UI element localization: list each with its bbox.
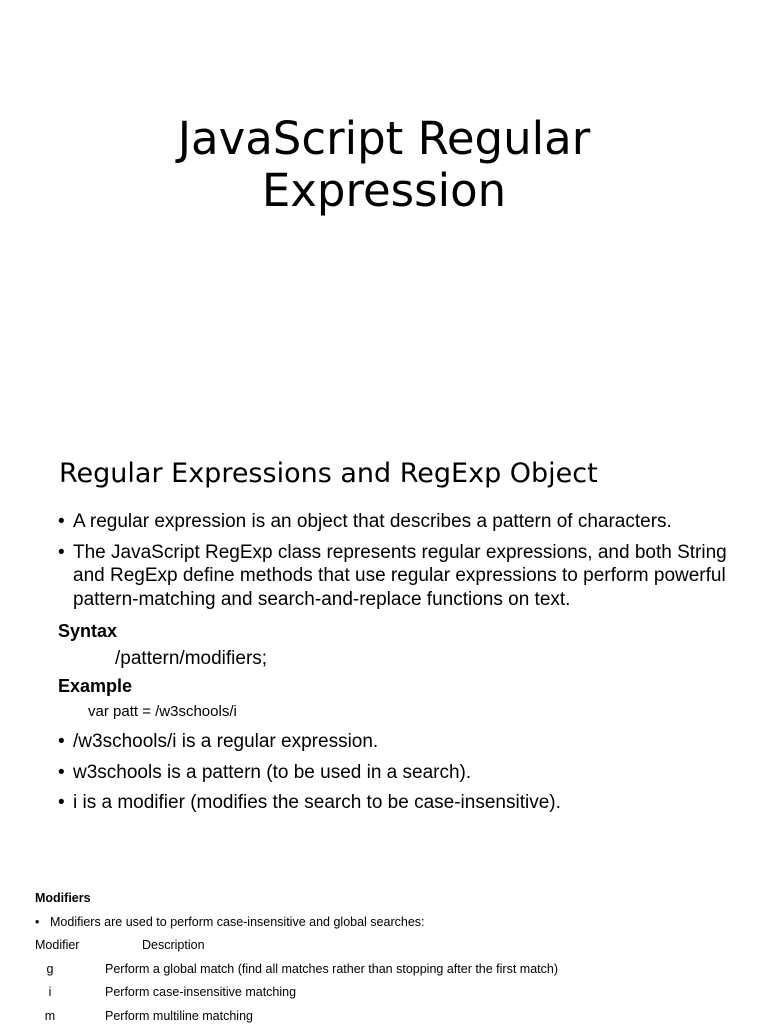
bullet-text: i is a modifier (modifies the search to be case-insensitive). bbox=[73, 792, 561, 813]
description-cell: Perform multiline matching bbox=[105, 1008, 253, 1025]
modifier-cell: i bbox=[35, 984, 65, 1001]
slide-title bbox=[0, 113, 768, 217]
list-item bbox=[58, 761, 738, 785]
description-cell: Perform a global match (find all matches rather than stopping after the first match) bbox=[105, 961, 558, 978]
modifier-cell: m bbox=[35, 1008, 65, 1025]
list-item bbox=[58, 510, 738, 534]
intro-bullet-list bbox=[58, 510, 738, 618]
bullet-icon: • bbox=[58, 510, 65, 534]
modifier-cell: g bbox=[35, 961, 65, 978]
table-row bbox=[35, 961, 735, 985]
modifiers-table bbox=[35, 937, 735, 1031]
bullet-icon: • bbox=[58, 730, 65, 754]
bullet-text: Modifiers are used to perform case-insensitive and global searches: bbox=[50, 915, 425, 929]
section-heading: Regular Expressions and RegExp Object bbox=[59, 457, 598, 491]
table-header-row bbox=[35, 937, 735, 961]
example-bullet-list bbox=[58, 730, 738, 822]
table-row bbox=[35, 1008, 735, 1031]
list-item bbox=[58, 730, 738, 754]
bullet-text: The JavaScript RegExp class represents regular expressions, and both String and RegExp define methods that use regular expressions to perform powerful pattern-matching and search-and-replace functions on text. bbox=[73, 542, 727, 610]
column-header-description: Description bbox=[142, 937, 205, 954]
table-row bbox=[35, 984, 735, 1008]
bullet-icon: • bbox=[58, 761, 65, 785]
syntax-value: /pattern/modifiers; bbox=[115, 647, 267, 670]
bullet-icon: • bbox=[58, 541, 65, 565]
modifiers-bullet bbox=[35, 914, 425, 931]
modifiers-title: Modifiers bbox=[35, 890, 91, 907]
example-label: Example bbox=[58, 675, 132, 697]
bullet-text: /w3schools/i is a regular expression. bbox=[73, 731, 378, 752]
bullet-text: A regular expression is an object that describes a pattern of characters. bbox=[73, 511, 672, 532]
syntax-label: Syntax bbox=[58, 620, 117, 642]
slide-title-line-1: JavaScript Regular bbox=[0, 113, 768, 165]
list-item bbox=[58, 541, 738, 612]
description-cell: Perform case-insensitive matching bbox=[105, 984, 296, 1001]
bullet-text: w3schools is a pattern (to be used in a search). bbox=[73, 762, 471, 783]
column-header-modifier: Modifier bbox=[35, 937, 79, 954]
example-code: var patt = /w3schools/i bbox=[88, 702, 237, 722]
list-item bbox=[58, 791, 738, 815]
bullet-icon: • bbox=[35, 914, 50, 931]
bullet-icon: • bbox=[58, 791, 65, 815]
slide-title-line-2: Expression bbox=[0, 165, 768, 217]
